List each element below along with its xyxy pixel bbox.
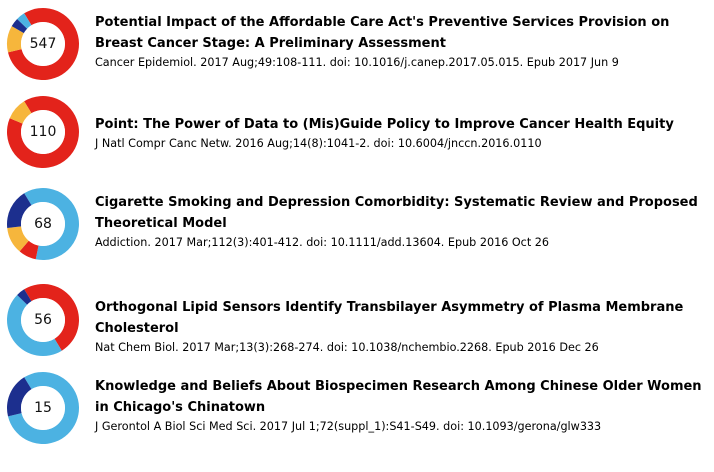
- altmetric-score: 15: [34, 400, 52, 416]
- altmetric-donut-badge[interactable]: [6, 371, 80, 445]
- article-title-link[interactable]: Potential Impact of the Affordable Care Act's Preventive Services Provision on Breast Cancer Stage: A Preliminary Assessment: [95, 15, 670, 51]
- altmetric-score: 56: [34, 312, 52, 328]
- altmetric-donut-badge[interactable]: [6, 95, 80, 169]
- article-citation: Nat Chem Biol. 2017 Mar;13(3):268-274. doi: 10.1038/nchembio.2268. Epub 2016 Dec 26: [95, 341, 599, 354]
- altmetric-score: 547: [29, 36, 57, 52]
- altmetric-donut-badge[interactable]: [6, 283, 80, 357]
- article-citation: Addiction. 2017 Mar;112(3):401-412. doi: 10.1111/add.13604. Epub 2016 Oct 26: [95, 236, 550, 249]
- article-title-link[interactable]: Knowledge and Beliefs About Biospecimen Research Among Chinese Older Women in Chicago's Chinatown: [95, 379, 702, 415]
- altmetric-donut-badge[interactable]: [6, 7, 80, 81]
- article-title-link[interactable]: Point: The Power of Data to (Mis)Guide Policy to Improve Cancer Health Equity: [95, 117, 674, 132]
- altmetric-score: 68: [34, 216, 52, 232]
- altmetric-donut-badge[interactable]: [6, 187, 80, 261]
- article-citation: Cancer Epidemiol. 2017 Aug;49:108-111. doi: 10.1016/j.canep.2017.05.015. Epub 2017 Jun 9: [95, 56, 619, 69]
- article-citation: J Gerontol A Biol Sci Med Sci. 2017 Jul 1;72(suppl_1):S41-S49. doi: 10.1093/gerona/glw333: [95, 420, 602, 433]
- article-title-link[interactable]: Orthogonal Lipid Sensors Identify Transbilayer Asymmetry of Plasma Membrane Cholesterol: [95, 300, 684, 336]
- article-citation: J Natl Compr Canc Netw. 2016 Aug;14(8):1041-2. doi: 10.6004/jnccn.2016.0110: [95, 137, 542, 150]
- article-title-link[interactable]: Cigarette Smoking and Depression Comorbidity: Systematic Review and Proposed Theoretical Model: [95, 195, 698, 231]
- altmetric-score: 110: [29, 124, 57, 140]
